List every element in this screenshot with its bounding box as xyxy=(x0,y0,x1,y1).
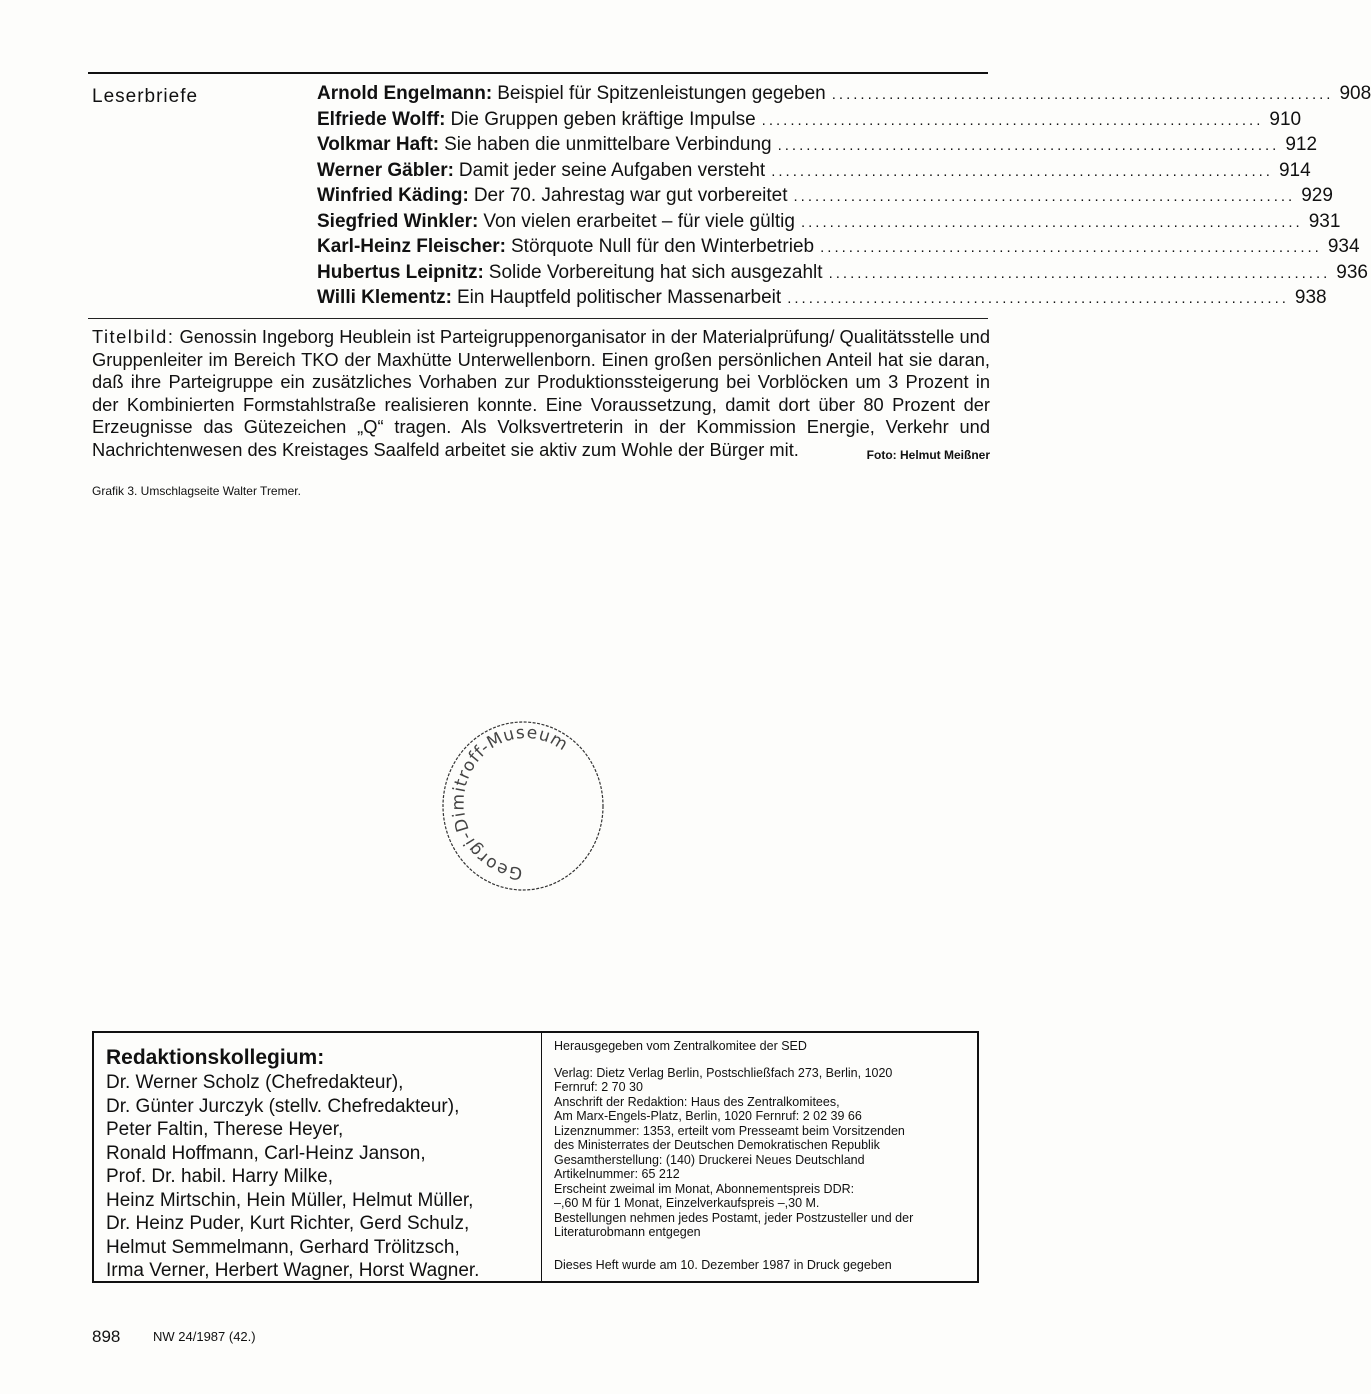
toc-author: Arnold Engelmann xyxy=(317,83,486,104)
print-date-note: Dieses Heft wurde am 10. Dezember 1987 in Druck gegeben xyxy=(554,1258,892,1272)
top-rule xyxy=(88,72,988,74)
impressum-line: Am Marx-Engels-Platz, Berlin, 1020 Fernruf: 2 02 39 66 xyxy=(554,1109,862,1123)
toc-page-number: 908 xyxy=(1339,83,1371,104)
toc-entry: Arnold Engelmann : Beispiel für Spitzenleistungen gegeben ...................................................................... 908 xyxy=(317,83,1371,104)
toc-page-number: 914 xyxy=(1278,159,1311,181)
toc-title: Beispiel für Spitzenleistungen gegeben xyxy=(497,83,826,104)
page-number: 898 xyxy=(92,1327,121,1346)
toc-title: Damit jeder seine Aufgaben versteht xyxy=(458,159,766,181)
toc-author: Winfried Käding xyxy=(317,185,463,206)
editorial-heading: Redaktionskollegium: xyxy=(106,1046,325,1069)
impressum-spacer xyxy=(554,1054,974,1066)
impressum-line: Fernruf: 2 70 30 xyxy=(554,1080,643,1094)
impressum-line: Erscheint zweimal im Monat, Abonnementspreis DDR: xyxy=(554,1181,855,1196)
toc-author: Hubertus Leipnitz xyxy=(317,261,478,283)
impressum-line: Bestellungen nehmen jedes Postamt, jeder Postzusteller und der xyxy=(554,1210,914,1225)
toc-page-number: 931 xyxy=(1308,210,1341,232)
toc-entry: Winfried Käding : Der 70. Jahrestag war gut vorbereitet ...................................................................... 929 xyxy=(317,185,1333,206)
toc-entry: Elfriede Wolff : Die Gruppen geben kräftige Impulse ...................................................................... 910 xyxy=(317,108,1302,130)
editorial-member: Dr. Günter Jurczyk (stellv. Chefredakteur), xyxy=(106,1095,460,1117)
toc-section-label: Leserbriefe xyxy=(92,86,199,107)
editorial-member: Dr. Heinz Puder, Kurt Richter, Gerd Schulz, xyxy=(106,1213,470,1234)
toc-leader-dots: ...................................................................... xyxy=(777,137,1280,154)
photo-credit: Foto: Helmut Meißner xyxy=(866,447,990,462)
toc-page-number: 938 xyxy=(1294,287,1327,308)
editorial-member: Dr. Werner Scholz (Chefredakteur), xyxy=(106,1072,404,1093)
toc-title: Ein Hauptfeld politischer Massenarbeit xyxy=(456,287,782,308)
editorial-member: Helmut Semmelmann, Gerhard Trölitzsch, xyxy=(106,1236,460,1258)
toc-entry: Volkmar Haft : Sie haben die unmittelbare Verbindung ...................................................................... 912 xyxy=(317,134,1318,155)
toc-author: Volkmar Haft xyxy=(317,134,433,155)
impressum xyxy=(554,1039,974,1240)
toc-title: Die Gruppen geben kräftige Impulse xyxy=(450,108,756,130)
cover-caption xyxy=(92,326,990,466)
toc-page-number: 934 xyxy=(1327,236,1360,257)
impressum-line: Anschrift der Redaktion: Haus des Zentralkomitees, xyxy=(554,1094,840,1109)
toc-leader-dots: ...................................................................... xyxy=(831,86,1334,103)
impressum-line: –,60 M für 1 Monat, Einzelverkaufspreis –,30 M. xyxy=(554,1196,820,1210)
toc-author: Siegfried Winkler xyxy=(317,210,473,232)
toc-entry: Siegfried Winkler : Von vielen erarbeitet – für viele gültig ...................................................................... 931 xyxy=(317,210,1341,232)
editorial-member: Prof. Dr. habil. Harry Milke, xyxy=(106,1166,333,1187)
toc-author: Willi Klementz xyxy=(317,287,446,308)
toc-page-number: 912 xyxy=(1285,134,1318,155)
impressum-line: Gesamtherstellung: (140) Druckerei Neues Deutschland xyxy=(554,1152,865,1167)
toc-title: Störquote Null für den Winterbetrieb xyxy=(511,236,815,257)
toc-leader-dots: ...................................................................... xyxy=(761,111,1264,129)
editorial-member: Peter Faltin, Therese Heyer, xyxy=(106,1119,344,1140)
editorial-box xyxy=(92,1031,979,1283)
stamp-text: Georgi-Dimitroff-Museum xyxy=(448,722,572,884)
impressum-line: Literaturobmann entgegen xyxy=(554,1225,701,1239)
grafik-credit: Grafik 3. Umschlagseite Walter Tremer. xyxy=(92,484,301,498)
editorial-member: Ronald Hoffmann, Carl-Heinz Janson, xyxy=(106,1142,426,1164)
toc-title: Von vielen erarbeitet – für viele gültig xyxy=(483,210,795,232)
toc-entry: Hubertus Leipnitz : Solide Vorbereitung hat sich ausgezahlt ...................................................................... 936 xyxy=(317,261,1368,283)
section-rule xyxy=(88,318,988,319)
impressum-line: des Ministerrates der Deutschen Demokratischen Republik xyxy=(554,1138,880,1152)
toc-leader-dots: ...................................................................... xyxy=(793,188,1296,205)
toc-author: Karl-Heinz Fleischer xyxy=(317,236,500,257)
table-of-contents xyxy=(317,83,1371,313)
toc-leader-dots: ...................................................................... xyxy=(820,239,1322,256)
toc-leader-dots: ...................................................................... xyxy=(787,290,1289,307)
editorial-member: Irma Verner, Herbert Wagner, Horst Wagner. xyxy=(106,1260,480,1281)
toc-author: Elfriede Wolff xyxy=(317,108,440,130)
editorial-member: Heinz Mirtschin, Hein Müller, Helmut Müller, xyxy=(106,1189,474,1211)
toc-author: Werner Gäbler xyxy=(317,159,448,181)
cover-caption-label: Titelbild: xyxy=(92,326,175,347)
toc-entry: Karl-Heinz Fleischer : Störquote Null für den Winterbetrieb ...................................................................... 934 xyxy=(317,236,1360,257)
toc-page-number: 929 xyxy=(1301,185,1333,206)
toc-leader-dots: ...................................................................... xyxy=(800,213,1303,231)
toc-page-number: 936 xyxy=(1336,261,1368,283)
impressum-line: Artikelnummer: 65 212 xyxy=(554,1167,680,1181)
toc-page-number: 910 xyxy=(1269,108,1302,130)
toc-entry: Werner Gäbler : Damit jeder seine Aufgaben versteht ...................................................................... 914 xyxy=(317,159,1311,181)
editorial-board xyxy=(106,1045,536,1283)
toc-title: Der 70. Jahrestag war gut vorbereitet xyxy=(473,185,788,206)
toc-leader-dots: ...................................................................... xyxy=(828,264,1331,282)
editorial-divider xyxy=(541,1033,542,1281)
toc-entry: Willi Klementz : Ein Hauptfeld politischer Massenarbeit ...................................................................... 938 xyxy=(317,287,1327,308)
cover-caption-text: Genossin Ingeborg Heublein ist Parteigruppenorganisator in der Materialprüfung/ Qualitätsstelle und Gruppenleiter im Bereich TKO der Maxhütte Unterwellenborn. Einen großen persönlichen Anteil hat sie daran, daß ihre Parteigruppe ein zusätzliches Vorhaben zur Produktionssteigerung bei Vorblöcken um 3 Prozent in der Kombinierten Formstahlstraße realisieren konnte. Eine Voraussetzung, damit dort über 80 Prozent der Erzeugnisse das Gütezeichen „Q“ tragen. Als Volksvertreterin in der Kommission Energie, Verkehr und Nachrichtenwesen des Kreistages Saalfeld arbeitet sie aktiv zum Wohle der Bürger mit. xyxy=(92,326,990,460)
impressum-line: Herausgegeben vom Zentralkomitee der SED xyxy=(554,1039,807,1053)
toc-leader-dots: ...................................................................... xyxy=(771,162,1273,180)
toc-title: Sie haben die unmittelbare Verbindung xyxy=(444,134,772,155)
impressum-line: Verlag: Dietz Verlag Berlin, Postschließfach 273, Berlin, 1020 xyxy=(554,1065,893,1080)
issue-label: NW 24/1987 (42.) xyxy=(153,1329,256,1344)
toc-title: Solide Vorbereitung hat sich ausgezahlt xyxy=(488,261,823,283)
museum-stamp xyxy=(438,718,608,898)
impressum-line: Lizenznummer: 1353, erteilt vom Presseamt beim Vorsitzenden xyxy=(554,1123,905,1138)
svg-text:Georgi-Dimitroff-Museum xyxy=(449,723,572,883)
